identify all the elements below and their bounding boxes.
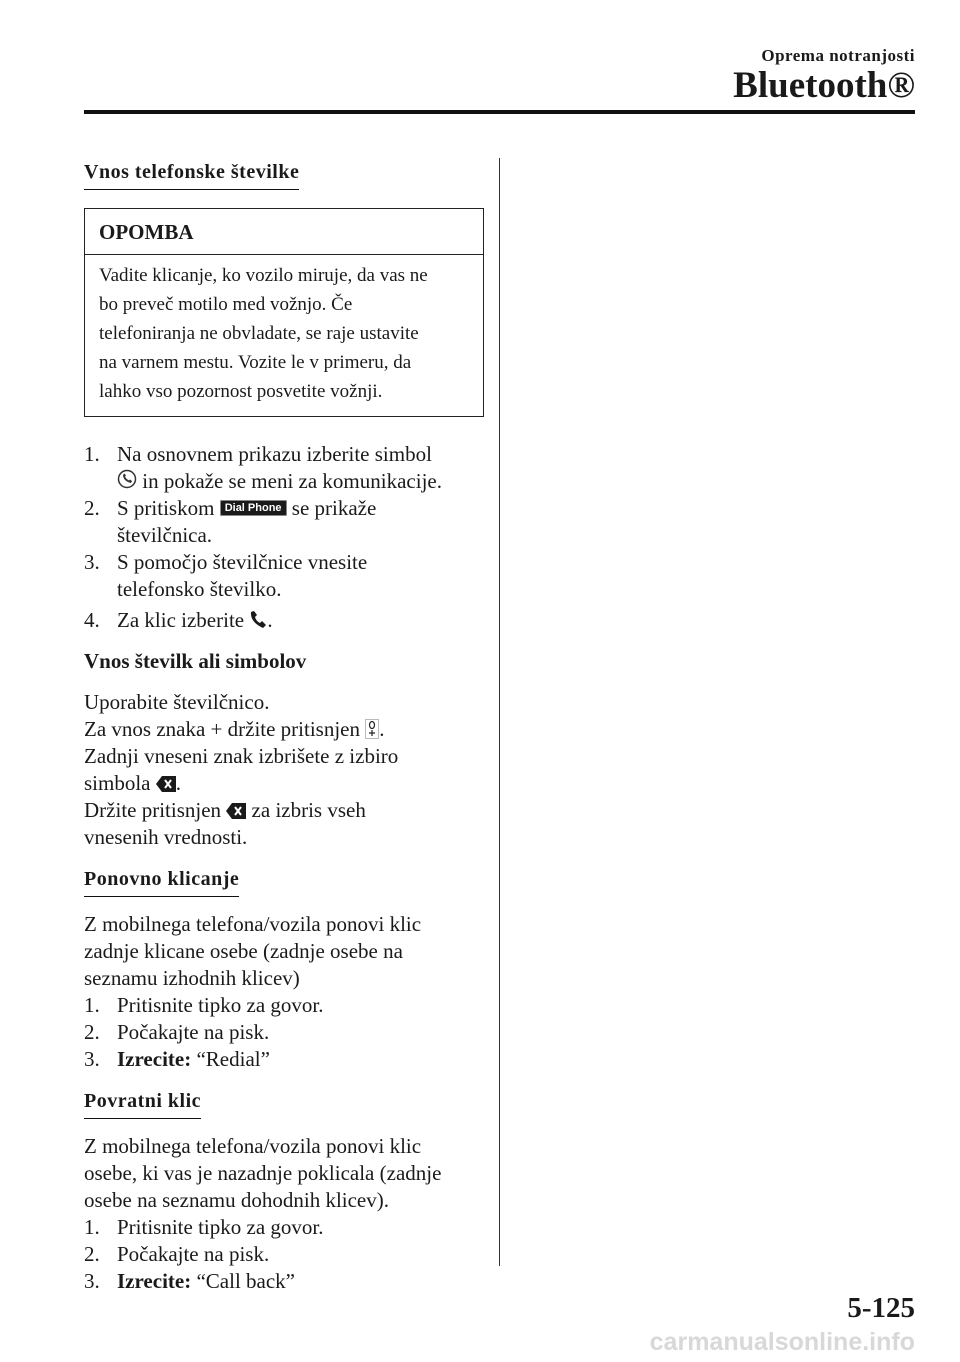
step-number: 2. <box>84 1242 100 1266</box>
step-text-line <box>117 468 484 495</box>
symbols-text: simbola <box>84 771 151 795</box>
symbols-text: Držite pritisnjen <box>84 798 222 822</box>
step-number: 1. <box>84 442 100 466</box>
symbols-text-line <box>84 797 484 824</box>
note-line: na varnem mestu. Vozite le v primeru, da <box>99 352 412 373</box>
page-number: 5-125 <box>847 1292 915 1324</box>
symbols-text: za izbris vseh <box>251 798 366 822</box>
step-text: Na osnovnem prikazu izberite simbol <box>117 442 432 466</box>
step-text: “Redial” <box>191 1047 270 1071</box>
note-line: Vadite klicanje, ko vozilo miruje, da vas ne <box>99 265 428 286</box>
step-text: se prikaže <box>291 496 377 520</box>
step-text: in pokaže se meni za komunikacije. <box>142 469 442 493</box>
callback-text: Z mobilnega telefona/vozila ponovi klic <box>84 1134 422 1158</box>
column-divider <box>499 158 500 1266</box>
callback-step-3 <box>84 1268 484 1295</box>
step-number: 2. <box>84 496 100 520</box>
symbols-text: vnesenih vrednosti. <box>84 825 248 849</box>
step-text: “Call back” <box>191 1269 295 1293</box>
symbols-text: . <box>379 717 385 741</box>
step-text: S pomočjo številčnice vnesite <box>117 550 368 574</box>
step-number: 3. <box>84 550 100 574</box>
step-text: S pritiskom <box>117 496 215 520</box>
section-heading-redial: Ponovno klicanje <box>84 866 239 897</box>
backspace-icon[interactable] <box>226 802 246 820</box>
step-text: Pritisnite tipko za govor. <box>117 1215 324 1239</box>
watermark: carmanualsonline.info <box>649 1328 915 1356</box>
symbols-text: Zadnji vneseni znak izbrišete z izbiro <box>84 744 399 768</box>
redial-text: zadnje klicane osebe (zadnje osebe na <box>84 939 403 963</box>
step-text: Počakajte na pisk. <box>117 1242 270 1266</box>
step-text: številčnica. <box>117 523 213 547</box>
dial-step-4 <box>84 607 484 634</box>
dial-phone-button[interactable]: Dial Phone <box>220 500 287 516</box>
step-number: 4. <box>84 608 100 632</box>
step-label: Izrecite: <box>117 1269 192 1293</box>
step-number: 3. <box>84 1047 100 1071</box>
symbols-text: Uporabite številčnico. <box>84 690 270 714</box>
step-number: 2. <box>84 1020 100 1044</box>
symbols-text-line <box>84 770 484 797</box>
note-box <box>84 208 484 417</box>
step-text: Pritisnite tipko za govor. <box>117 993 324 1017</box>
step-number: 3. <box>84 1269 100 1293</box>
note-line: lahko vso pozornost posvetite vožnji. <box>99 381 383 402</box>
section-heading-dial: Vnos telefonske številke <box>84 159 299 190</box>
dial-step-2 <box>84 495 484 549</box>
section-heading-callback: Povratni klic <box>84 1088 201 1119</box>
note-line: telefoniranja ne obvladate, se raje ustavite <box>99 323 419 344</box>
left-column <box>84 158 484 1295</box>
symbols-text: Za vnos znaka + držite pritisnjen <box>84 717 361 741</box>
note-body <box>85 255 483 416</box>
chapter-title: Bluetooth® <box>733 65 915 106</box>
step-text-line <box>117 495 484 522</box>
step-text: telefonsko številko. <box>117 577 282 601</box>
section-heading-symbols: Vnos številk ali simbolov <box>84 649 307 673</box>
callback-step-1 <box>84 1214 484 1241</box>
dial-step-3 <box>84 549 484 603</box>
step-number: 1. <box>84 993 100 1017</box>
redial-text: Z mobilnega telefona/vozila ponovi klic <box>84 912 422 936</box>
header-rule <box>84 110 915 114</box>
backspace-icon[interactable] <box>156 775 176 793</box>
callback-text: osebe, ki vas je nazadnje poklicala (zadnje <box>84 1161 442 1185</box>
redial-text: seznamu izhodnih klicev) <box>84 966 300 990</box>
redial-step-1 <box>84 992 484 1019</box>
step-text: . <box>267 608 273 632</box>
zero-plus-key-icon[interactable] <box>365 719 379 739</box>
symbols-text: . <box>175 771 181 795</box>
callback-text: osebe na seznamu dohodnih klicev). <box>84 1188 389 1212</box>
note-title: OPOMBA <box>85 209 483 255</box>
communication-icon <box>117 469 137 491</box>
symbols-text-line <box>84 716 484 743</box>
step-text-line <box>117 607 484 634</box>
step-label: Izrecite: <box>117 1047 192 1071</box>
step-text: Počakajte na pisk. <box>117 1020 270 1044</box>
note-line: bo preveč motilo med vožnjo. Če <box>99 294 353 315</box>
chapter-subtitle: Oprema notranjosti <box>761 46 915 65</box>
redial-step-3 <box>84 1046 484 1073</box>
step-number: 1. <box>84 1215 100 1239</box>
dial-step-1 <box>84 441 484 495</box>
step-text: Za klic izberite <box>117 608 245 632</box>
phone-call-icon[interactable] <box>249 610 267 630</box>
redial-step-2 <box>84 1019 484 1046</box>
callback-step-2 <box>84 1241 484 1268</box>
